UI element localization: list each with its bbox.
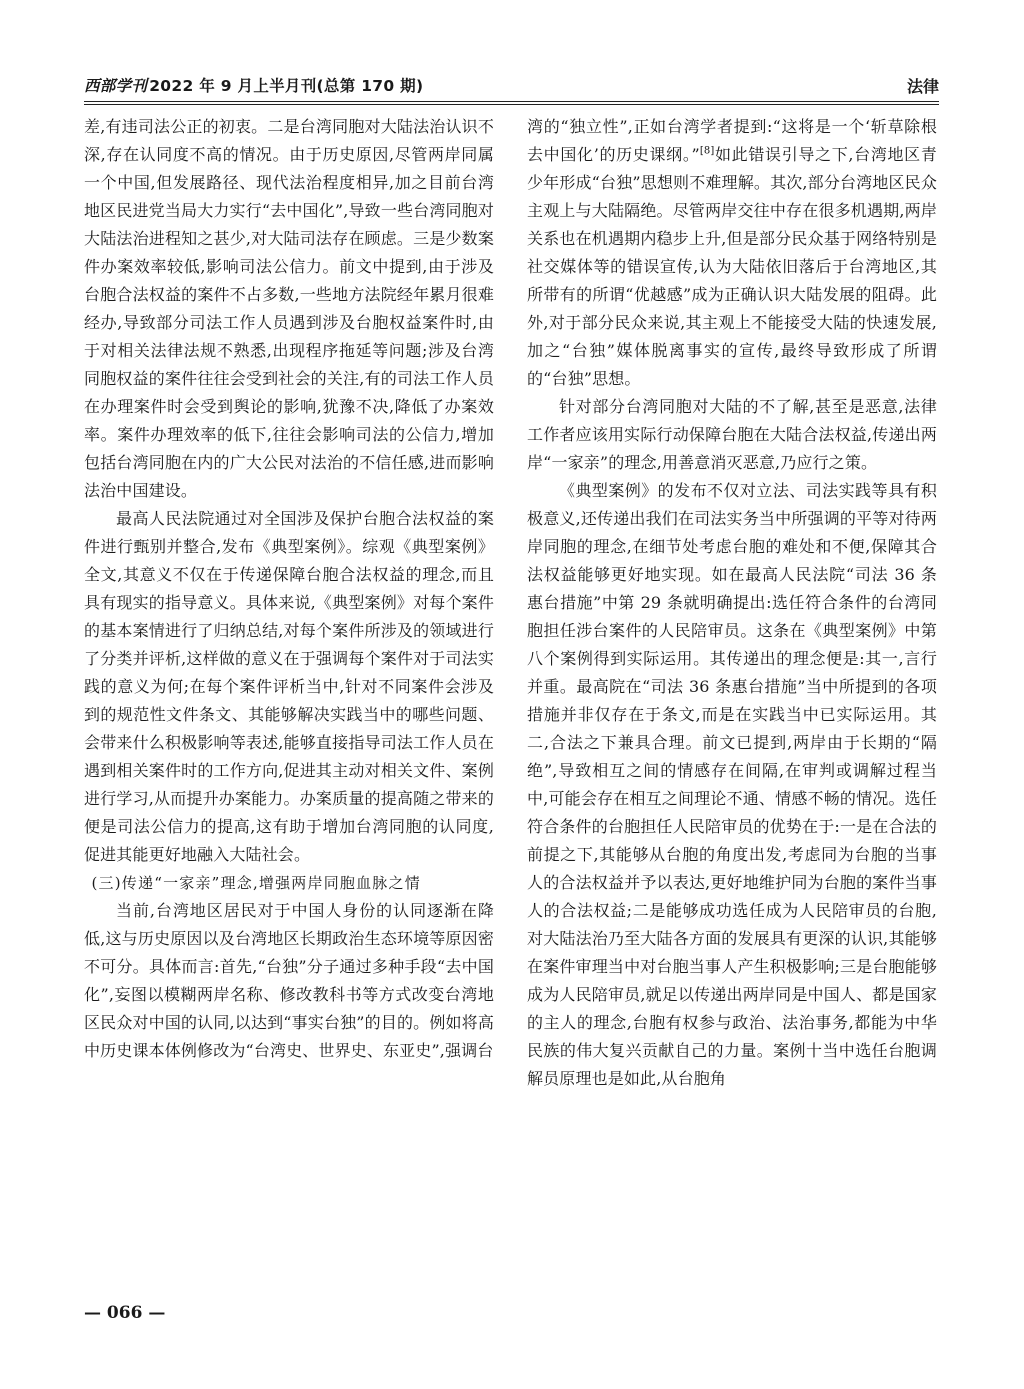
right-paragraph-1-part-a: 湾的“独立性”,正如台湾学者提到:“这将是一个‘斩草除根去中国化’的历史课纲。”: [527, 117, 937, 164]
header-rule-thin: [84, 104, 939, 105]
right-paragraph-1-part-b: 如此错误引导之下,台湾地区青少年形成“台独”思想则不难理解。其次,部分台湾地区民众主观上与大陆隔绝。尽管两岸交往中存在很多机遇期,两岸关系也在机遇期内稳步上升,但是部分民众基于网络特别是社交媒体等的错误宣传,认为大陆依旧落后于台湾地区,其所带有的所谓“优越感”成为正确认识大陆发展的阻碍。此外,对于部分民众来说,其主观上不能接受大陆的快速发展,加之“台独”媒体脱离事实的宣传,最终导致形成了所谓的“台独”思想。: [527, 145, 937, 388]
left-paragraph-1: 差,有违司法公正的初衷。二是台湾同胞对大陆法治认识不深,存在认同度不高的情况。由于历史原因,尽管两岸同属一个中国,但发展路径、现代法治程度相异,加之目前台湾地区民进党当局大力实行“去中国化”,导致一些台湾同胞对大陆法治进程知之甚少,对大陆司法存在顾虑。三是少数案件办案效率较低,影响司法公信力。前文中提到,由于涉及台胞合法权益的案件不占多数,一些地方法院经年累月很难经办,导致部分司法工作人员遇到涉及台胞权益案件时,由于对相关法律法规不熟悉,出现程序拖延等问题;涉及台湾同胞权益的案件往往会受到社会的关注,有的司法工作人员在办理案件时会受到舆论的影响,犹豫不决,降低了办案效率。案件办理效率的低下,往往会影响司法的公信力,增加包括台湾同胞在内的广大公民对法治的不信任感,进而影响法治中国建设。: [84, 117, 494, 500]
left-paragraph-3: 当前,台湾地区居民对于中国人身份的认同逐渐在降低,这与历史原因以及台湾地区长期政治生态环境等原因密不可分。具体而言:首先,“台独”分子通过多种手段“去中国化”,妄图以模糊两岸名称、修改教科书等方式改变台湾地区民众对中国的认同,以达到“事实台独”的目的。例如将高中历史课本体例修改为“台湾史、世界史、东亚史”,强调台: [84, 901, 494, 1060]
issue-info: 2022 年 9 月上半月刊(总第 170 期): [149, 77, 424, 95]
journal-masthead: [84, 74, 423, 96]
right-paragraph-3: 《典型案例》的发布不仅对立法、司法实践等具有积极意义,还传递出我们在司法实务当中所强调的平等对待两岸同胞的理念,在细节处考虑台胞的难处和不便,保障其合法权益能够更好地实现。如在最高人民法院“司法 36 条惠台措施”中第 29 条就明确提出:选任符合条件的台湾同胞担任涉台案件的人民陪审员。这条在《典型案例》中第八个案例得到实际运用。其传递出的理念便是:其一,言行并重。最高院在“司法 36 条惠台措施”当中所提到的各项措施并非仅存在于条文,而是在实践当中已实际运用。其二,合法之下兼具合理。前文已提到,两岸由于长期的“隔绝”,导致相互之间的情感存在间隔,在审判或调解过程当中,可能会存在相互之间理论不通、情感不畅的情况。选任符合条件的台胞担任人民陪审员的优势在于:一是在合法的前提之下,其能够从台胞的角度出发,考虑同为台胞的当事人的合法权益并予以表达,更好地维护同为台胞的案件当事人的合法权益;二是能够成功选任成为人民陪审员的台胞,对大陆法治乃至大陆各方面的发展具有更深的认识,其能够在案件审理当中对台胞当事人产生积极影响;三是台胞能够成为人民陪审员,就足以传递出两岸同是中国人、都是国家的主人的理念,台胞有权参与政治、法治事务,都能为中华民族的伟大复兴贡献自己的力量。案例十当中选任台胞调解员原理也是如此,从台胞角: [527, 481, 937, 1088]
section-name: 法律: [906, 77, 939, 96]
journal-logo: 西部学刊: [84, 76, 148, 95]
right-column: [527, 113, 937, 1093]
citation-ref[interactable]: [8]: [699, 145, 715, 157]
page-number: — 066 —: [84, 1303, 166, 1323]
subsection-heading: (三)传递“一家亲”理念,增强两岸同胞血脉之情: [91, 874, 421, 892]
right-paragraph-2: 针对部分台湾同胞对大陆的不了解,甚至是恶意,法律工作者应该用实际行动保障台胞在大陆合法权益,传递出两岸“一家亲”的理念,用善意消灭恶意,乃应行之策。: [527, 397, 937, 472]
header-rule-thick: [84, 101, 939, 102]
right-paragraph-1: [527, 113, 937, 393]
left-paragraph-2: 最高人民法院通过对全国涉及保护台胞合法权益的案件进行甄别并整合,发布《典型案例》。综观《典型案例》全文,其意义不仅在于传递保障台胞合法权益的理念,而且具有现实的指导意义。具体来说,《典型案例》对每个案件的基本案情进行了归纳总结,对每个案件所涉及的领域进行了分类并评析,这样做的意义在于强调每个案件对于司法实践的意义为何;在每个案件评析当中,针对不同案件会涉及到的规范性文件条文、其能够解决实践当中的哪些问题、会带来什么积极影响等表述,能够直接指导司法工作人员在遇到相关案件时的工作方向,促进其主动对相关文件、案例进行学习,从而提升办案能力。办案质量的提高随之带来的便是司法公信力的提高,这有助于增加台湾同胞的认同度,促进其能更好地融入大陆社会。: [84, 509, 494, 864]
running-header: [84, 72, 939, 102]
left-column: [84, 113, 494, 1065]
